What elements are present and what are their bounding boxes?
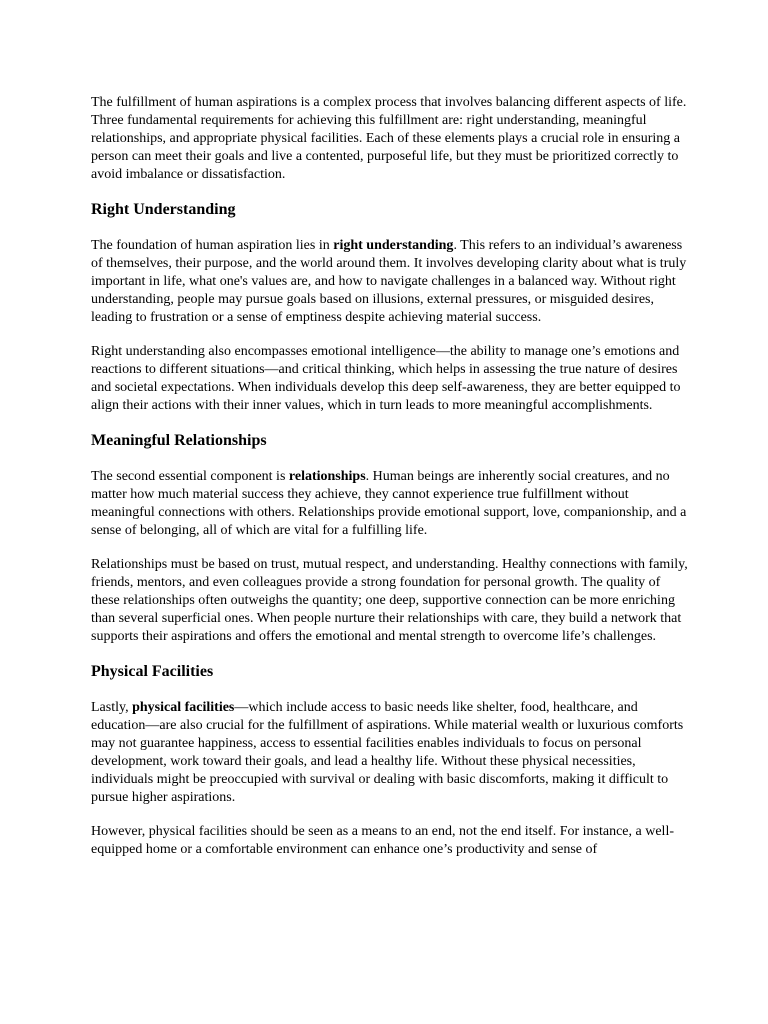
section-heading-physical-facilities: Physical Facilities	[91, 663, 214, 680]
paragraph-text: . Human beings are inherently social creatures, and no matter how much material success they achieve, they cannot experience true fulfillment without meaningful connections with others. Relationships provide emotional support, love, companionship, and a sense of belonging, all of which are vital for a fulfilling life.	[91, 469, 687, 538]
physical-facilities-paragraph-2: However, physical facilities should be seen as a means to an end, not the end itself. For instance, a well-equipped home or a comfortable environment can enhance one’s productivity and sense of	[91, 824, 674, 857]
intro-paragraph: The fulfillment of human aspirations is a complex process that involves balancing different aspects of life. Three fundamental requirements for achieving this fulfillment are: right understanding, meaningful relationships, and appropriate physical facilities. Each of these elements plays a crucial role in ensuring a person can meet their goals and live a contented, purposeful life, but they must be prioritized correctly to avoid imbalance or dissatisfaction.	[91, 95, 687, 182]
section-heading-right-understanding: Right Understanding	[91, 201, 236, 218]
paragraph-text: The second essential component is	[91, 469, 289, 484]
bold-term-physical-facilities: physical facilities	[132, 700, 235, 715]
relationships-paragraph-2: Relationships must be based on trust, mutual respect, and understanding. Healthy connections with family, friends, mentors, and even colleagues provide a strong foundation for personal growth. The quality of these relationships often outweighs the quantity; one deep, supportive connection can be more enriching than several superficial ones. When people nurture their relationships with care, they build a network that supports their aspirations and offers the emotional and mental strength to overcome life’s challenges.	[91, 557, 688, 644]
paragraph-text: . This refers to an individual’s awareness of themselves, their purpose, and the world around them. It involves developing clarity about what is truly important in life, what one's values are, and how to navigate challenges in a balanced way. Without right understanding, people may pursue goals based on illusions, external pressures, or misguided desires, leading to frustration or a sense of emptiness despite achieving material success.	[91, 238, 687, 325]
section-heading-meaningful-relationships: Meaningful Relationships	[91, 432, 267, 449]
right-understanding-paragraph-1	[91, 237, 691, 327]
paragraph-text: The foundation of human aspiration lies in	[91, 238, 334, 253]
relationships-paragraph-1	[91, 468, 691, 540]
bold-term-right-understanding: right understanding	[333, 238, 454, 253]
document-page	[91, 94, 691, 1024]
paragraph-text: Lastly,	[91, 700, 133, 715]
right-understanding-paragraph-2: Right understanding also encompasses emotional intelligence—the ability to manage one’s emotions and reactions to different situations—and critical thinking, which helps in assessing the true nature of desires and societal expectations. When individuals develop this deep self-awareness, they are better equipped to align their actions with their inner values, which in turn leads to more meaningful accomplishments.	[91, 344, 681, 413]
physical-facilities-paragraph-1	[91, 699, 691, 807]
bold-term-relationships: relationships	[288, 469, 366, 484]
paragraph-text: —which include access to basic needs like shelter, food, healthcare, and education—are also crucial for the fulfillment of aspirations. While material wealth or luxurious comforts may not guarantee happiness, access to essential facilities enables individuals to focus on personal development, work toward their goals, and lead a healthy life. Without these physical necessities, individuals might be preoccupied with survival or dealing with basic discomforts, making it difficult to pursue higher aspirations.	[91, 700, 684, 805]
